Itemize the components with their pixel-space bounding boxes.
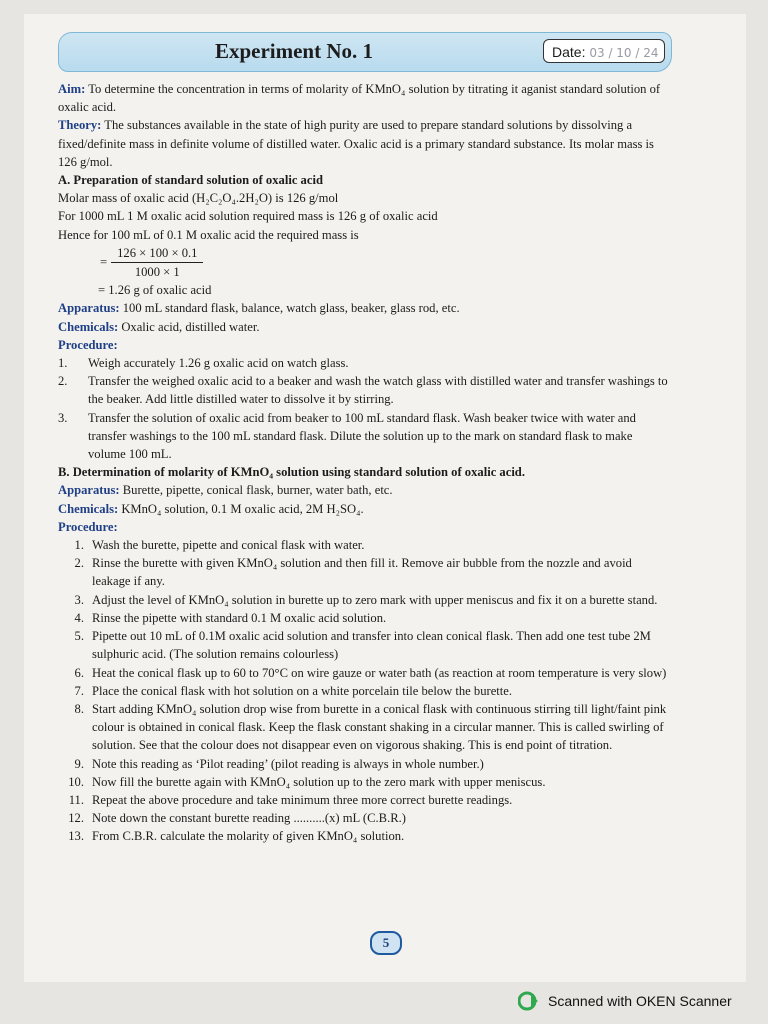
aim-label: Aim: [58,82,86,96]
calc-line: For 1000 mL 1 M oxalic acid solution required mass is 126 g of oxalic acid [58,209,438,224]
chemicals-label: Chemicals: [58,501,119,516]
section-b-heading: B. Determination of molarity of KMnO₄ solution using standard solution of oxalic acid. [58,465,525,480]
fraction-denominator: 1000 × 1 [134,265,180,280]
theory-text: The substances available in the state of high purity are used to prepare standard solutions by dissolving a fixed/definite mass in definite volume of distilled water. Oxalic acid is a primary standard substance. Its molar mass is 126 g/mol. [58,118,654,169]
apparatus-label: Apparatus: [58,301,120,316]
calc-line: Hence for 100 mL of 0.1 M oxalic acid the required mass is [58,227,359,242]
mass-result: = 1.26 g of oxalic acid [98,283,212,298]
aim-text: To determine the concentration in terms of molarity of KMnO₄ solution by titrating it aganist standard solution of oxalic acid. [58,82,661,115]
mass-fraction [58,244,670,281]
chemicals-a [58,318,670,336]
list-item: 10. Now fill the burette again with KMnO₄ solution up to the zero mark with upper meniscus. [68,774,546,789]
procedure-a-label: Procedure: [58,337,118,352]
procedure-b-label: Procedure: [58,519,118,534]
list-item: 1. Weigh accurately 1.26 g oxalic acid on watch glass. [58,356,349,371]
experiment-title: Experiment No. 1 [214,39,374,63]
apparatus-b [58,481,670,499]
chemicals-b [58,500,670,518]
section-a-heading: A. Preparation of standard solution of oxalic acid [58,173,323,188]
calc-line: Molar mass of oxalic acid (H₂C₂O₄.2H₂O) is 126 g/mol [58,191,339,206]
page-number: 5 [370,931,402,955]
apparatus-text: Burette, pipette, conical flask, burner, water bath, etc. [122,483,393,498]
list-item: 11. Repeat the above procedure and take minimum three more correct burette readings. [68,792,513,807]
chemicals-text: KMnO₄ solution, 0.1 M oxalic acid, 2M H₂SO₄. [121,501,364,516]
apparatus-label: Apparatus: [58,483,120,498]
list-item: 9. Note this reading as ‘Pilot reading’ (pilot reading is always in whole number.) [74,756,484,771]
date-value: 03 / 10 / 24 [589,46,659,60]
chemicals-text: Oxalic acid, distilled water. [121,319,260,334]
procedure-a-list [58,354,670,463]
list-item: 3. Transfer the solution of oxalic acid from beaker to 100 mL standard flask. Wash beaker twice with water and transfer washings to the 100 mL standard flask. Dilute the solution up to the mark on standard flask to make volume 100 mL. [58,410,636,462]
list-item: 2. Transfer the weighed oxalic acid to a beaker and wash the watch glass with distilled water and transfer washings to the beaker. Add little distilled water to dissolve it by stirring. [58,374,668,407]
list-item: 5. Pipette out 10 mL of 0.1M oxalic acid solution and transfer into clean conical flask. Then add one test tube 2M sulphuric acid. (The solution remains colourless) [74,629,651,662]
date-label: Date: [552,44,586,60]
list-item: 2. Rinse the burette with given KMnO₄ solution and then fill it. Remove air bubble from the nozzle and avoid leakage if any. [74,556,632,589]
procedure-b-list [58,536,670,845]
apparatus-text: 100 mL standard flask, balance, watch glass, beaker, glass rod, etc. [122,301,460,316]
apparatus-a [58,299,670,317]
list-item: 8. Start adding KMnO₄ solution drop wise from burette in a conical flask with continuous stirring till light/faint pink colour is obtained in conical flask. Keep the flask constant shaking in a circular manner. This is called swirling of solution. See that the colour does not disappear even on vigorous shaking. This is end point of titration. [74,701,667,753]
list-item: 3. Adjust the level of KMnO₄ solution in burette up to zero mark with upper meniscus and fix it on a burette stand. [74,592,658,607]
scanner-logo-icon [518,990,540,1012]
fraction-equals: = [100,255,108,270]
list-item: 1. Wash the burette, pipette and conical flask with water. [74,538,365,553]
scanner-watermark [518,990,732,1012]
list-item: 7. Place the conical flask with hot solution on a white porcelain tile below the burette. [74,683,513,698]
chemicals-label: Chemicals: [58,319,119,334]
list-item: 4. Rinse the pipette with standard 0.1 M oxalic acid solution. [74,610,387,625]
document-body [58,80,670,846]
theory-paragraph [58,116,670,171]
document-page [24,14,746,982]
aim-paragraph [58,80,670,116]
list-item: 6. Heat the conical flask up to 60 to 70°C on wire gauze or water bath (as reaction at room temperature is very slow) [74,665,667,680]
list-item: 13. From C.B.R. calculate the molarity of given KMnO₄ solution. [68,829,405,844]
fraction-numerator: 126 × 100 × 0.1 [111,244,203,263]
experiment-banner [58,32,672,72]
list-item: 12. Note down the constant burette reading ..........(x) mL (C.B.R.) [68,811,406,826]
theory-label: Theory: [58,118,102,133]
date-box [543,39,665,63]
scanner-text: Scanned with OKEN Scanner [548,993,732,1009]
